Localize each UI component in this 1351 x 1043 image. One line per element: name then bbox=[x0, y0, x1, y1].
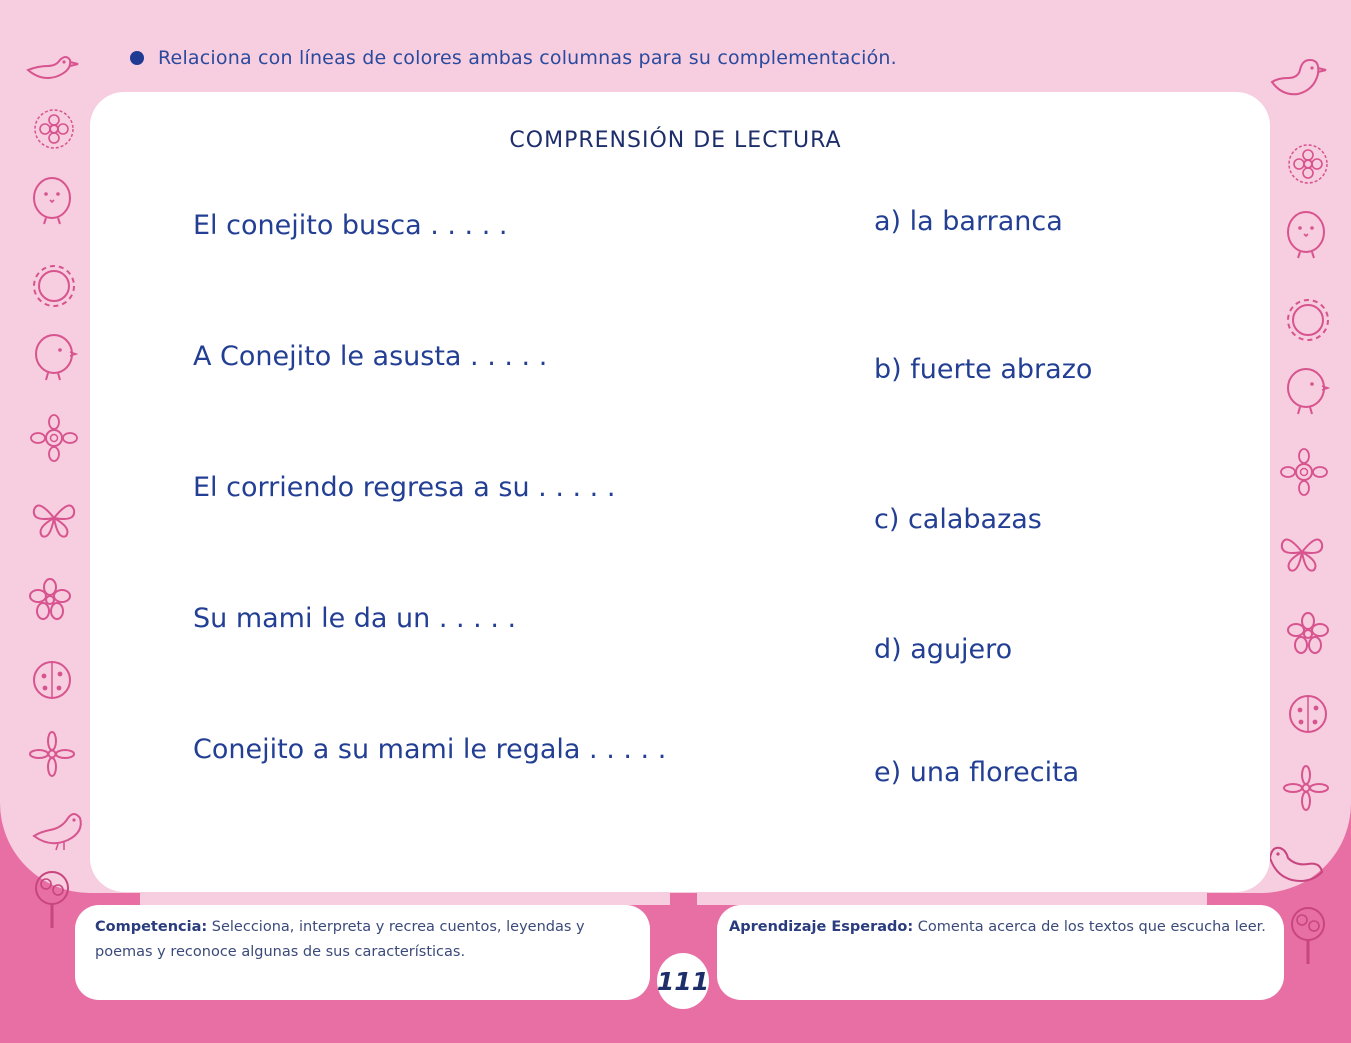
aprendizaje-text: Comenta acerca de los textos que escucha leer. bbox=[913, 919, 1266, 935]
chick-icon bbox=[1282, 362, 1330, 418]
aprendizaje-box bbox=[717, 905, 1284, 1000]
instruction-text: Relaciona con líneas de colores ambas columnas para su complementación. bbox=[158, 47, 897, 69]
competencia-label: Competencia: bbox=[95, 919, 208, 935]
page-number: 111 bbox=[657, 953, 709, 1009]
flower-icon bbox=[26, 576, 74, 624]
option-d: d) agujero bbox=[874, 634, 1013, 665]
competencia-text: Selecciona, interpreta y recrea cuentos, leyendas y poemas y reconoce algunas de sus características. bbox=[95, 919, 585, 960]
statement-5: Conejito a su mami le regala . . . . . bbox=[193, 734, 667, 765]
flower-icon bbox=[28, 730, 76, 778]
statement-2: A Conejito le asusta . . . . . bbox=[193, 341, 548, 372]
butterfly-icon bbox=[1278, 528, 1326, 576]
chick-icon bbox=[28, 168, 76, 226]
footer-strip-right bbox=[697, 893, 1207, 905]
bird-icon bbox=[30, 804, 90, 852]
tree-icon bbox=[28, 868, 76, 930]
option-b: b) fuerte abrazo bbox=[874, 354, 1093, 385]
aprendizaje-label: Aprendizaje Esperado: bbox=[729, 919, 914, 935]
bullet-icon bbox=[130, 51, 144, 65]
option-c: c) calabazas bbox=[874, 504, 1042, 535]
spiral-flower-icon bbox=[30, 414, 78, 462]
butterfly-icon bbox=[30, 494, 78, 542]
statement-4: Su mami le da un . . . . . bbox=[193, 603, 517, 634]
bird-icon bbox=[1266, 838, 1326, 886]
option-e: e) una florecita bbox=[874, 757, 1080, 788]
ladybug-icon bbox=[28, 654, 76, 702]
chick-icon bbox=[1282, 202, 1330, 260]
flower-icon bbox=[1284, 610, 1332, 658]
spiral-flower-icon bbox=[1280, 448, 1328, 496]
flower-icon bbox=[1282, 764, 1330, 812]
bird-icon bbox=[22, 52, 82, 96]
chick-icon bbox=[30, 328, 78, 384]
option-a: a) la barranca bbox=[874, 206, 1063, 237]
ladybug-icon bbox=[1284, 688, 1332, 736]
tree-icon bbox=[1284, 904, 1332, 966]
statement-1: El conejito busca . . . . . bbox=[193, 210, 508, 241]
sun-icon bbox=[30, 262, 78, 310]
statement-3: El corriendo regresa a su . . . . . bbox=[193, 472, 616, 503]
footer-strip-left bbox=[140, 893, 670, 905]
page-title: COMPRENSIÓN DE LECTURA bbox=[509, 128, 842, 153]
instruction bbox=[130, 45, 897, 71]
sun-icon bbox=[1284, 296, 1332, 344]
competencia-box bbox=[75, 905, 650, 1000]
bird-icon bbox=[1268, 52, 1328, 106]
